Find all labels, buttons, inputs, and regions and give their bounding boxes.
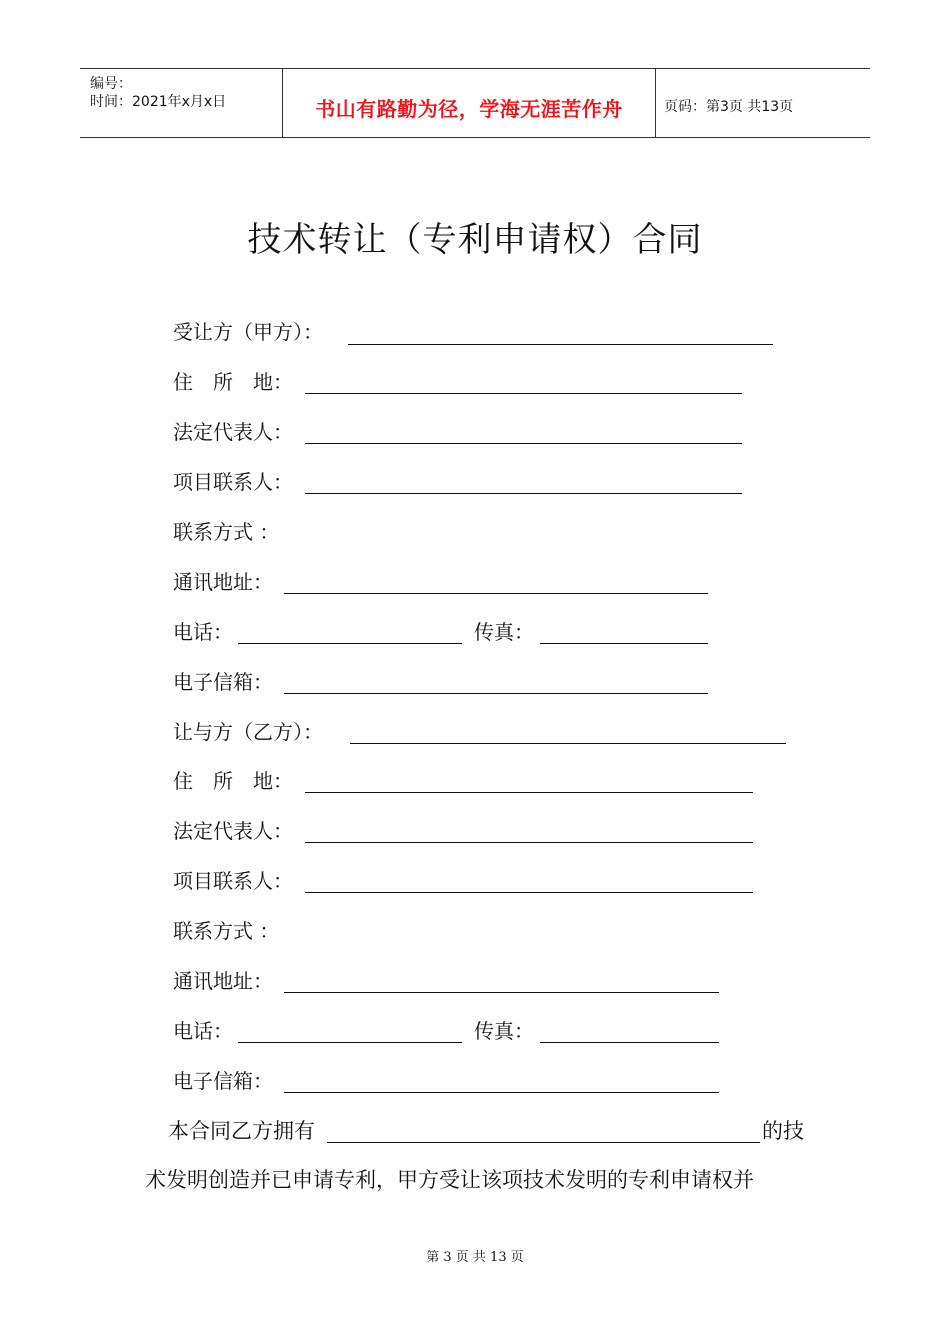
party-b-name-blank[interactable] xyxy=(350,743,786,744)
party-b-address-blank[interactable] xyxy=(305,792,753,793)
party-a-mail-address-label: 通讯地址： xyxy=(173,570,273,594)
party-b-contact-person-row xyxy=(173,867,293,895)
party-a-legal-rep-label: 法定代表人： xyxy=(173,420,293,444)
party-b-phone-label: 电话： xyxy=(173,1019,233,1043)
page-footer: 第 3 页 共 13 页 xyxy=(426,1250,524,1265)
header-motto-cell xyxy=(282,69,656,137)
party-b-contact-method-row xyxy=(173,917,279,945)
party-a-legal-rep-row xyxy=(173,418,293,446)
party-a-address-blank[interactable] xyxy=(305,393,742,394)
body-line2: 术发明创造并已申请专利，甲方受让该项技术发明的专利申请权并 xyxy=(145,1168,754,1192)
party-a-mail-address-blank[interactable] xyxy=(284,593,708,594)
party-a-contact-method-row xyxy=(173,518,279,546)
party-a-phone-blank[interactable] xyxy=(238,643,462,644)
party-a-phone-row xyxy=(173,618,233,646)
party-b-phone-row xyxy=(173,1017,233,1045)
party-a-address-label: 住 所 地： xyxy=(173,370,293,394)
party-a-email-row xyxy=(173,668,273,696)
party-a-contact-person-row xyxy=(173,468,293,496)
technology-name-blank[interactable] xyxy=(327,1142,760,1143)
page-header xyxy=(80,68,870,138)
party-b-legal-rep-label: 法定代表人： xyxy=(173,819,293,843)
document-title: 技术转让（专利申请权）合同 xyxy=(247,220,703,260)
body-line1-end: 的技 xyxy=(762,1119,804,1143)
party-a-contact-person-blank[interactable] xyxy=(305,493,742,494)
party-b-fax-blank[interactable] xyxy=(540,1042,719,1043)
party-b-mail-address-blank[interactable] xyxy=(284,992,719,993)
header-page-info: 页码：第3页 共13页 xyxy=(664,99,794,115)
party-b-legal-rep-blank[interactable] xyxy=(305,842,753,843)
party-b-heading-row xyxy=(173,718,323,746)
party-a-name-blank[interactable] xyxy=(348,344,773,345)
number-label: 编号： xyxy=(90,76,132,92)
header-meta xyxy=(80,69,282,137)
party-a-heading: 受让方（甲方）： xyxy=(173,320,323,344)
party-a-mail-address-row xyxy=(173,568,273,596)
body-line1-start: 本合同乙方拥有 xyxy=(168,1119,315,1143)
party-a-heading-row xyxy=(173,318,323,346)
party-b-contact-person-label: 项目联系人： xyxy=(173,869,293,893)
party-a-email-label: 电子信箱： xyxy=(173,670,273,694)
party-b-contact-method-label: 联系方式 ： xyxy=(173,919,280,943)
party-b-legal-rep-row xyxy=(173,817,293,845)
party-b-heading: 让与方（乙方）： xyxy=(173,720,323,744)
party-a-contact-method-label: 联系方式 ： xyxy=(173,520,280,544)
party-b-email-row xyxy=(173,1067,273,1095)
party-a-fax-label: 传真： xyxy=(474,620,534,644)
party-b-mail-address-label: 通讯地址： xyxy=(173,969,273,993)
party-b-address-row xyxy=(173,767,293,795)
party-a-address-row xyxy=(173,368,293,396)
party-a-fax-blank[interactable] xyxy=(540,643,708,644)
party-a-contact-person-label: 项目联系人： xyxy=(173,470,293,494)
party-b-phone-blank[interactable] xyxy=(238,1042,462,1043)
party-b-address-label: 住 所 地： xyxy=(173,769,293,793)
header-page-cell xyxy=(654,69,870,137)
party-b-mail-address-row xyxy=(173,967,273,995)
party-a-legal-rep-blank[interactable] xyxy=(305,443,742,444)
party-a-phone-label: 电话： xyxy=(173,620,233,644)
party-b-email-label: 电子信箱： xyxy=(173,1069,273,1093)
header-motto: 书山有路勤为径，学海无涯苦作舟 xyxy=(315,97,623,121)
party-b-fax-label: 传真： xyxy=(474,1019,534,1043)
time-label: 时间：2021年x月x日 xyxy=(90,94,227,110)
party-a-email-blank[interactable] xyxy=(284,693,708,694)
party-b-fax-row xyxy=(474,1017,534,1045)
party-b-contact-person-blank[interactable] xyxy=(305,892,753,893)
party-b-email-blank[interactable] xyxy=(284,1092,719,1093)
party-a-fax-row xyxy=(474,618,534,646)
